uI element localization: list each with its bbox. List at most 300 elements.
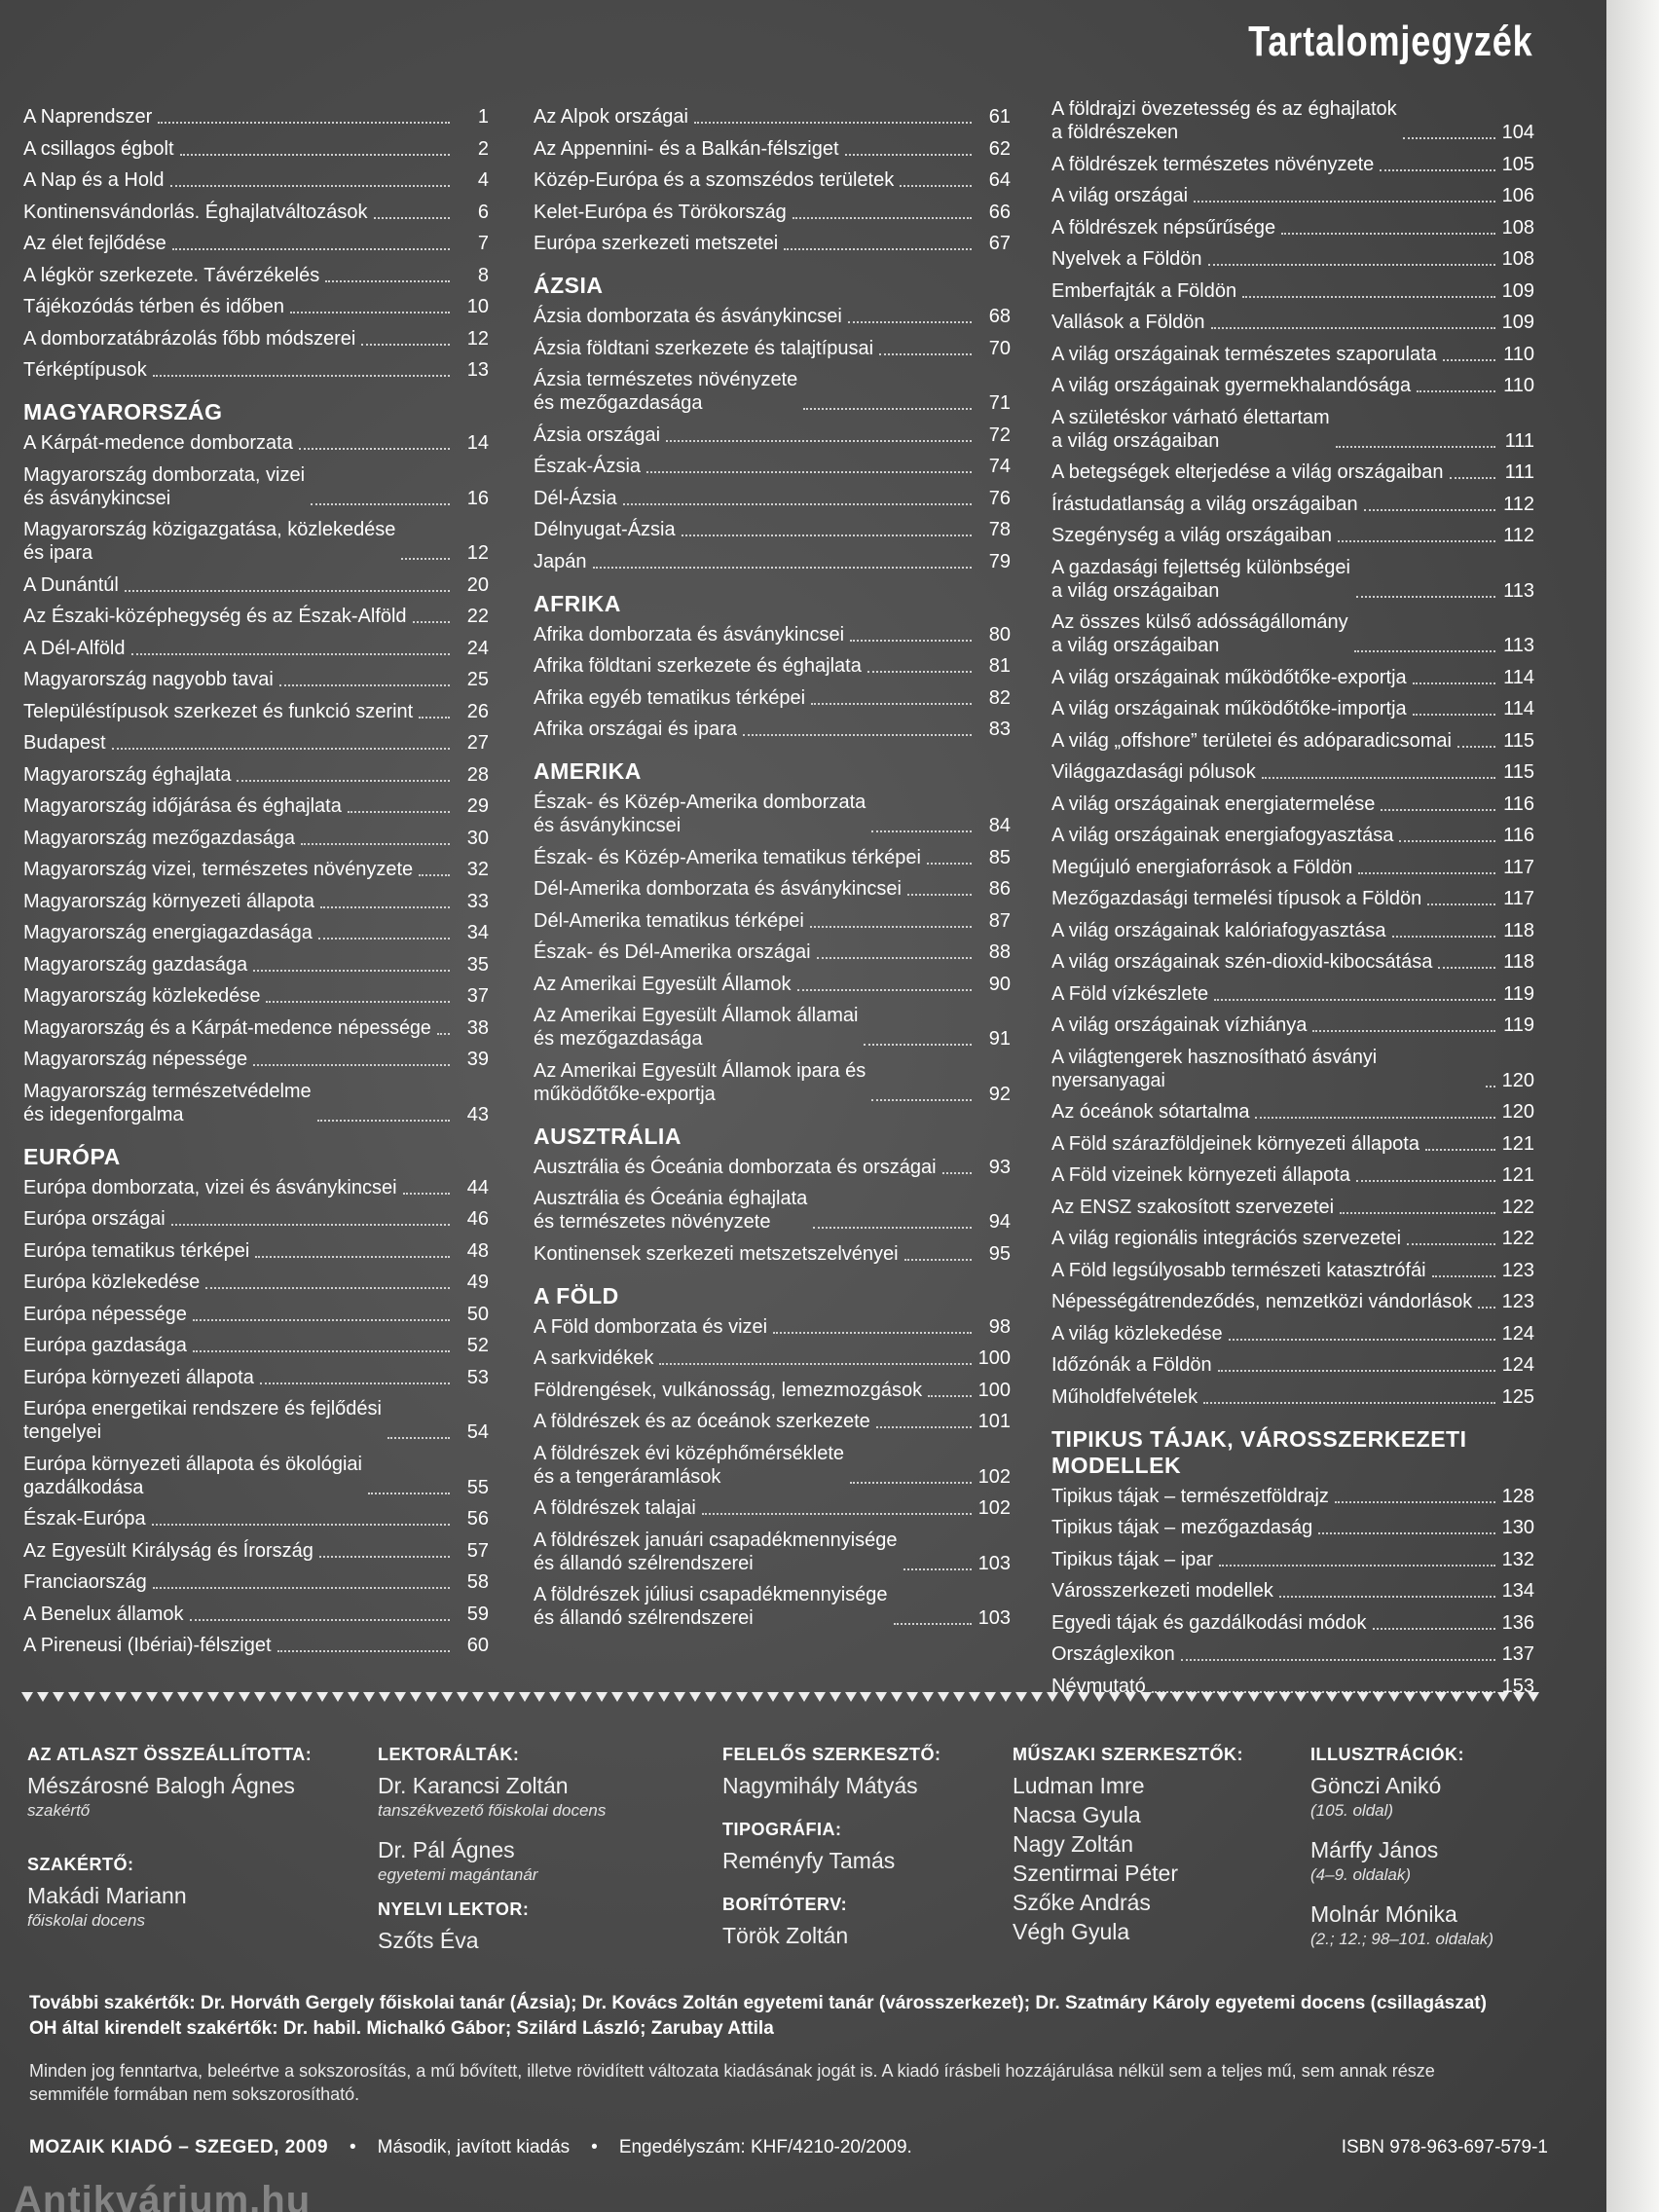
toc-page-number: 68 bbox=[988, 306, 1011, 327]
divider-triangle bbox=[674, 1692, 685, 1702]
toc-entry bbox=[1051, 919, 1534, 942]
toc-entry-title: Európa környezeti állapota és ökológiai gazdálkodása bbox=[23, 1453, 362, 1498]
toc-entry-title: Magyarország környezeti állapota bbox=[23, 890, 315, 912]
oh-experts-line: OH által kirendelt szakértők: Dr. habil. Michalkó Gábor; Szilárd László; Zarubay Attila bbox=[29, 2018, 774, 2039]
dot-leader bbox=[1262, 777, 1495, 779]
toc-entry-title: Magyarország közlekedése bbox=[23, 985, 261, 1007]
toc-entry-title: A földrészek júliusi csapadékmennyisége és állandó szélrendszerei bbox=[534, 1584, 888, 1629]
dot-leader bbox=[1318, 1532, 1495, 1534]
toc-entry bbox=[534, 686, 1011, 710]
section-heading: AFRIKA bbox=[534, 590, 621, 616]
dot-leader bbox=[1181, 1659, 1495, 1661]
toc-entry bbox=[1051, 279, 1534, 303]
toc-page-number: 101 bbox=[977, 1411, 1011, 1432]
toc-entry-title: Az összes külső adósságállomány a világ országaiban bbox=[1051, 611, 1348, 656]
toc-entry bbox=[1051, 1322, 1534, 1346]
toc-page-number: 103 bbox=[977, 1607, 1011, 1629]
toc-entry-title: A Nap és a Hold bbox=[23, 169, 165, 191]
toc-entry-title: Emberfajták a Földön bbox=[1051, 279, 1237, 302]
divider-triangle bbox=[1062, 1692, 1074, 1702]
toc-entry bbox=[534, 940, 1011, 964]
toc-page-number: 27 bbox=[466, 732, 489, 754]
toc-page-number: 94 bbox=[988, 1211, 1011, 1233]
divider-triangle bbox=[1310, 1692, 1322, 1702]
toc-entry-title: Az Amerikai Egyesült Államok államai és mezőgazdasága bbox=[534, 1005, 859, 1050]
dot-leader bbox=[237, 780, 450, 782]
toc-entry-title: A Benelux államok bbox=[23, 1603, 184, 1625]
toc-page-number: 52 bbox=[466, 1335, 489, 1356]
dot-leader bbox=[320, 906, 450, 908]
toc-entry bbox=[1051, 343, 1534, 366]
section-heading: A FÖLD bbox=[534, 1282, 619, 1309]
dot-leader bbox=[319, 1556, 450, 1558]
dot-leader bbox=[871, 1099, 972, 1101]
dot-leader bbox=[1279, 1596, 1495, 1598]
toc-entry-title: A Kárpát-medence domborzata bbox=[23, 432, 293, 454]
toc-entry bbox=[23, 137, 489, 161]
dot-leader bbox=[793, 217, 972, 219]
toc-entry bbox=[1051, 824, 1534, 847]
dot-leader bbox=[158, 122, 450, 124]
toc-entry bbox=[23, 1080, 489, 1126]
toc-entry-title: Magyarország közigazgatása, közlekedése és ipara bbox=[23, 519, 396, 564]
dot-leader bbox=[1229, 1339, 1495, 1341]
toc-entry-title: Településtípusok szerkezet és funkció szerint bbox=[23, 700, 414, 722]
divider-triangle bbox=[689, 1692, 701, 1702]
divider-triangle bbox=[1497, 1692, 1509, 1702]
credit-heading: AZ ATLASZT ÖSSZEÁLLÍTOTTA: bbox=[27, 1745, 313, 1764]
toc-page-number: 70 bbox=[988, 337, 1011, 359]
divider-triangle bbox=[1373, 1692, 1384, 1702]
toc-entry-title: Európa tematikus térképei bbox=[23, 1239, 250, 1262]
toc-entry-title: A világ országainak gyermekhalandósága bbox=[1051, 375, 1412, 396]
divider-triangle bbox=[441, 1692, 453, 1702]
divider-triangle bbox=[162, 1692, 173, 1702]
toc-entry-title: A csillagos égbolt bbox=[23, 137, 174, 160]
section-heading: TIPIKUS TÁJAK, VÁROSSZERKEZETI MODELLEK bbox=[1051, 1425, 1467, 1478]
divider-triangle bbox=[1264, 1692, 1275, 1702]
toc-entry bbox=[23, 605, 489, 628]
toc-entry-title: A Föld legsúlyosabb természeti katasztrófái bbox=[1051, 1259, 1426, 1281]
toc-page-number: 82 bbox=[988, 686, 1011, 709]
toc-entry bbox=[1051, 793, 1534, 816]
divider-triangle bbox=[1513, 1692, 1525, 1702]
dot-leader bbox=[928, 1395, 972, 1397]
toc-page-number: 50 bbox=[466, 1303, 489, 1325]
dot-leader bbox=[845, 154, 972, 156]
toc-entry-title: Magyarország mezőgazdasága bbox=[23, 827, 296, 849]
toc-page-number: 25 bbox=[466, 669, 489, 690]
toc-page-number: 7 bbox=[477, 233, 489, 254]
toc-page-number: 85 bbox=[988, 846, 1011, 868]
toc-entry-title: Vallások a Földön bbox=[1051, 312, 1205, 333]
toc-entry bbox=[1051, 887, 1534, 910]
toc-entry-title: Európa országai bbox=[23, 1208, 166, 1230]
toc-entry bbox=[534, 1059, 1011, 1106]
divider-triangle bbox=[534, 1692, 545, 1702]
dot-leader bbox=[277, 1650, 450, 1652]
dot-leader bbox=[1413, 682, 1495, 684]
toc-entry-title: Névmutató bbox=[1051, 1675, 1146, 1697]
toc-entry-title: Írástudatlanság a világ országaiban bbox=[1051, 493, 1358, 515]
divider-triangle bbox=[457, 1692, 468, 1702]
toc-page-number: 12 bbox=[466, 327, 489, 350]
toc-entry-title: Népességátrendeződés, nemzetközi vándorlások bbox=[1051, 1291, 1473, 1312]
divider-triangle bbox=[519, 1692, 531, 1702]
toc-page-number: 112 bbox=[1503, 493, 1534, 515]
credit-name: Márffy János bbox=[1310, 1837, 1439, 1862]
divider-triangle bbox=[767, 1692, 779, 1702]
toc-entry-title: A világ országainak energiafogyasztása bbox=[1051, 825, 1394, 846]
dot-leader bbox=[1417, 390, 1495, 392]
dot-leader bbox=[848, 321, 972, 323]
toc-entry-title: Európa gazdasága bbox=[23, 1335, 187, 1356]
toc-entry-title: Budapest bbox=[23, 732, 106, 754]
dot-leader bbox=[927, 863, 972, 865]
toc-entry bbox=[1051, 1611, 1534, 1635]
dot-leader bbox=[1356, 596, 1495, 598]
toc-page-number: 93 bbox=[988, 1156, 1011, 1178]
toc-page-number: 10 bbox=[466, 296, 489, 317]
toc-page-number: 61 bbox=[988, 106, 1011, 128]
toc-entry-title: A Pireneusi (Ibériai)-félsziget bbox=[23, 1635, 272, 1656]
divider-triangle bbox=[875, 1692, 887, 1702]
toc-page-number: 108 bbox=[1501, 216, 1534, 239]
toc-entry-title: Tipikus tájak – mezőgazdaság bbox=[1051, 1517, 1313, 1538]
toc-entry bbox=[534, 424, 1011, 447]
section-heading: MAGYARORSZÁG bbox=[23, 399, 223, 424]
toc-entry-title: Magyarország energiagazdasága bbox=[23, 922, 313, 943]
toc-page-number: 76 bbox=[988, 487, 1011, 509]
toc-entry bbox=[23, 731, 489, 755]
toc-page-number: 106 bbox=[1501, 185, 1534, 206]
toc-entry bbox=[23, 637, 489, 660]
toc-page-number: 98 bbox=[988, 1315, 1011, 1338]
dot-leader bbox=[907, 894, 972, 896]
toc-entry bbox=[23, 201, 489, 224]
dot-leader bbox=[260, 1382, 450, 1384]
toc-page-number: 71 bbox=[988, 392, 1011, 414]
toc-entry-title: Mezőgazdasági termelési típusok a Földön bbox=[1051, 888, 1422, 909]
toc-entry bbox=[534, 791, 1011, 837]
toc-entry-title: Európa népessége bbox=[23, 1303, 187, 1325]
toc-page-number: 81 bbox=[988, 655, 1011, 677]
divider-triangle bbox=[285, 1692, 297, 1702]
toc-page-number: 118 bbox=[1503, 919, 1534, 941]
toc-entry-title: A világtengerek hasznosítható ásványi nyersanyagai bbox=[1051, 1046, 1378, 1091]
divider-triangle bbox=[1156, 1692, 1167, 1702]
toc-entry-title: Közép-Európa és a szomszédos területek bbox=[534, 169, 895, 191]
divider-triangle bbox=[984, 1692, 996, 1702]
toc-page-number: 115 bbox=[1503, 729, 1534, 752]
toc-entry bbox=[23, 358, 489, 382]
dot-leader bbox=[348, 811, 450, 813]
toc-page-number: 35 bbox=[466, 953, 489, 976]
toc-page-number: 132 bbox=[1501, 1548, 1534, 1570]
credit-heading: FELELŐS SZERKESZTŐ: bbox=[722, 1745, 941, 1764]
toc-page-number: 134 bbox=[1501, 1580, 1534, 1602]
credit-name: Dr. Pál Ágnes bbox=[378, 1837, 515, 1862]
dot-leader bbox=[368, 1493, 450, 1494]
toc-entry bbox=[23, 794, 489, 818]
toc-entry-title: Ázsia országai bbox=[534, 424, 661, 446]
toc-page-number: 78 bbox=[988, 519, 1011, 540]
toc-page-number: 123 bbox=[1501, 1291, 1534, 1312]
toc-entry bbox=[23, 1048, 489, 1071]
toc-entry-title: Egyedi tájak és gazdálkodási módok bbox=[1051, 1611, 1367, 1634]
toc-entry-title: Világgazdasági pólusok bbox=[1051, 761, 1256, 783]
divider-triangle bbox=[394, 1692, 406, 1702]
toc-entry-title: A Dél-Alföld bbox=[23, 637, 126, 659]
toc-entry bbox=[534, 337, 1011, 360]
dot-leader bbox=[419, 717, 450, 719]
toc-page-number: 4 bbox=[477, 169, 489, 191]
toc-entry-title: Magyarország éghajlata bbox=[23, 763, 232, 786]
toc-page-number: 86 bbox=[988, 878, 1011, 900]
dot-leader bbox=[325, 280, 450, 282]
divider-triangle bbox=[348, 1692, 359, 1702]
dot-leader bbox=[1194, 201, 1495, 203]
toc-entry bbox=[534, 105, 1011, 129]
toc-entry bbox=[534, 487, 1011, 510]
toc-entry bbox=[1051, 610, 1534, 657]
credit-heading: ILLUSZTRÁCIÓK: bbox=[1310, 1745, 1464, 1764]
toc-page-number: 153 bbox=[1501, 1675, 1534, 1697]
toc-entry-title: A földrészek népsűrűsége bbox=[1051, 216, 1276, 239]
toc-entry-title: Magyarország népessége bbox=[23, 1049, 248, 1070]
dot-leader bbox=[1425, 1149, 1495, 1151]
toc-entry-title: Észak- és Közép-Amerika domborzata és ásványkincsei bbox=[534, 792, 866, 836]
toc-entry bbox=[23, 105, 489, 129]
toc-page-number: 34 bbox=[466, 922, 489, 943]
toc-entry bbox=[1051, 374, 1534, 397]
toc-entry-title: A földrészek természetes növényzete bbox=[1051, 153, 1375, 175]
toc-entry bbox=[534, 623, 1011, 646]
dot-leader bbox=[171, 1224, 450, 1226]
toc-entry-title: Afrika országai és ipara bbox=[534, 719, 737, 740]
dot-leader bbox=[152, 1524, 450, 1526]
dot-leader bbox=[419, 874, 450, 876]
toc-entry-title: Afrika földtani szerkezete és éghajlata bbox=[534, 655, 862, 677]
dot-leader bbox=[299, 448, 450, 450]
dot-leader bbox=[1211, 327, 1496, 329]
toc-page-number: 84 bbox=[988, 815, 1011, 836]
toc-page-number: 32 bbox=[466, 859, 489, 880]
dot-leader bbox=[1450, 477, 1496, 479]
toc-entry-title: Európa energetikai rendszere és fejlődési tengelyei bbox=[23, 1398, 382, 1443]
dot-leader bbox=[803, 408, 972, 410]
dot-leader bbox=[1392, 936, 1495, 938]
toc-entry bbox=[1051, 1548, 1534, 1571]
divider-triangle bbox=[1388, 1692, 1400, 1702]
toc-entry bbox=[534, 368, 1011, 415]
toc-entry-title: Az óceánok sótartalma bbox=[1051, 1101, 1250, 1123]
toc-entry bbox=[534, 232, 1011, 255]
toc-entry-title: Észak-Ázsia bbox=[534, 456, 642, 477]
credit-role: (2.; 12.; 98–101. oldalak) bbox=[1310, 1930, 1494, 1948]
divider-triangle bbox=[938, 1692, 949, 1702]
dot-leader bbox=[1242, 296, 1495, 298]
divider-triangle bbox=[425, 1692, 437, 1702]
dot-leader bbox=[1380, 169, 1495, 171]
dot-leader bbox=[172, 248, 450, 250]
toc-page-number: 66 bbox=[988, 201, 1011, 223]
toc-entry bbox=[1051, 216, 1534, 240]
dot-leader bbox=[850, 1482, 972, 1484]
dot-leader bbox=[1281, 233, 1495, 235]
toc-page-number: 53 bbox=[466, 1366, 489, 1388]
credit-heading: SZAKÉRTŐ: bbox=[27, 1855, 134, 1874]
dot-leader bbox=[413, 621, 450, 623]
toc-entry bbox=[23, 1303, 489, 1326]
toc-entry bbox=[1051, 247, 1534, 271]
toc-entry bbox=[1051, 856, 1534, 879]
credits-compiled bbox=[27, 1745, 349, 1945]
dot-leader bbox=[1203, 1402, 1495, 1404]
toc-entry bbox=[534, 909, 1011, 933]
toc-page-number: 95 bbox=[988, 1242, 1011, 1265]
divider-triangle bbox=[705, 1692, 717, 1702]
dot-leader bbox=[659, 1363, 972, 1365]
dot-leader bbox=[1438, 967, 1495, 969]
divider-triangle bbox=[192, 1692, 203, 1702]
toc-page-number: 100 bbox=[977, 1347, 1011, 1369]
divider-triangle bbox=[115, 1692, 127, 1702]
toc-page-number: 80 bbox=[988, 623, 1011, 645]
toc-entry bbox=[534, 654, 1011, 678]
toc-entry-title: Az Egyesült Királyság és Írország bbox=[23, 1539, 313, 1562]
dot-leader bbox=[437, 1033, 450, 1035]
isbn: ISBN 978-963-697-579-1 bbox=[1341, 2137, 1548, 2157]
toc-entry bbox=[23, 1453, 489, 1499]
dot-leader bbox=[1218, 1370, 1495, 1372]
toc-page-number: 16 bbox=[466, 487, 489, 509]
divider-triangle bbox=[53, 1692, 64, 1702]
toc-entry bbox=[534, 1410, 1011, 1433]
divider-triangle bbox=[1233, 1692, 1244, 1702]
toc-entry-title: A világ országainak kalóriafogyasztása bbox=[1051, 919, 1386, 941]
divider-triangle bbox=[503, 1692, 515, 1702]
dot-leader bbox=[374, 217, 450, 219]
toc-page-number: 64 bbox=[988, 169, 1011, 191]
toc-entry-title: Kontinensek szerkezeti metszetszelvényei bbox=[534, 1242, 899, 1265]
credit-name: Szentirmai Péter bbox=[1013, 1861, 1179, 1886]
dot-leader bbox=[811, 703, 972, 705]
dot-leader bbox=[702, 1513, 972, 1515]
divider-triangle bbox=[720, 1692, 732, 1702]
toc-entry-title: A Föld vízkészlete bbox=[1051, 982, 1209, 1005]
credit-name: Dr. Karancsi Zoltán bbox=[378, 1773, 569, 1798]
toc-page-number: 2 bbox=[477, 137, 489, 160]
dot-leader bbox=[1214, 999, 1495, 1001]
credits-reviewers bbox=[378, 1745, 709, 1955]
dot-leader bbox=[255, 1256, 450, 1258]
toc-page-number: 88 bbox=[988, 941, 1011, 963]
toc-page-number: 46 bbox=[466, 1208, 489, 1230]
toc-entry bbox=[23, 700, 489, 723]
toc-entry-title: Nyelvek a Földön bbox=[1051, 248, 1202, 270]
divider-triangle bbox=[798, 1692, 810, 1702]
credits-technical bbox=[1013, 1745, 1285, 1946]
divider-triangle bbox=[1279, 1692, 1291, 1702]
toc-entry bbox=[23, 890, 489, 913]
toc-page-number: 12 bbox=[466, 542, 489, 564]
toc-page-number: 112 bbox=[1503, 525, 1534, 546]
toc-page-number: 122 bbox=[1501, 1196, 1534, 1218]
dot-leader bbox=[193, 1350, 450, 1352]
edition: Második, javított kiadás bbox=[377, 2137, 571, 2157]
toc-entry-title: Tipikus tájak – ipar bbox=[1051, 1548, 1213, 1570]
toc-entry bbox=[23, 1397, 489, 1444]
dot-leader bbox=[205, 1287, 450, 1289]
divider-triangle bbox=[1466, 1692, 1478, 1702]
divider-triangle bbox=[1031, 1692, 1043, 1702]
toc-page-number: 87 bbox=[988, 909, 1011, 932]
toc-entry bbox=[534, 846, 1011, 869]
dot-leader bbox=[318, 938, 450, 940]
credit-name: Makádi Mariann bbox=[27, 1883, 187, 1908]
divider-triangle bbox=[580, 1692, 592, 1702]
divider-triangle bbox=[1326, 1692, 1338, 1702]
credit-name: Nagy Zoltán bbox=[1013, 1831, 1134, 1857]
dot-leader bbox=[900, 185, 972, 187]
toc-entry bbox=[534, 168, 1011, 192]
toc-page-number: 117 bbox=[1503, 856, 1534, 878]
toc-entry bbox=[1051, 950, 1534, 974]
toc-entry-title: Magyarország nagyobb tavai bbox=[23, 669, 274, 690]
divider-triangle bbox=[830, 1692, 841, 1702]
divider-triangle bbox=[1217, 1692, 1229, 1702]
toc-entry-title: Afrika egyéb tematikus térképei bbox=[534, 686, 806, 709]
divider-triangle bbox=[177, 1692, 189, 1702]
permit-number: Engedélyszám: KHF/4210-20/2009. bbox=[618, 2137, 912, 2157]
toc-entry bbox=[23, 1634, 489, 1657]
dot-leader bbox=[1443, 359, 1495, 361]
dot-leader bbox=[1208, 264, 1495, 266]
toc-entry bbox=[1051, 1290, 1534, 1313]
toc-entry bbox=[1051, 1579, 1534, 1603]
divider-triangle bbox=[1404, 1692, 1416, 1702]
toc-entry-title: A gazdasági fejlettség különbségei a világ országaiban bbox=[1051, 556, 1350, 602]
toc-page-number: 103 bbox=[977, 1552, 1011, 1574]
divider-triangle bbox=[643, 1692, 654, 1702]
dot-leader bbox=[817, 957, 972, 959]
toc-entry-title: Városszerkezeti modellek bbox=[1051, 1580, 1273, 1602]
toc-page-number: 115 bbox=[1503, 761, 1534, 783]
toc-page-number: 113 bbox=[1503, 579, 1534, 602]
dot-leader bbox=[153, 1587, 450, 1589]
dot-leader bbox=[1312, 1030, 1495, 1032]
divider-triangle bbox=[611, 1692, 623, 1702]
divider-triangle bbox=[1435, 1692, 1447, 1702]
toc-page-number: 59 bbox=[466, 1603, 489, 1625]
toc-entry-title: Az Amerikai Egyesült Államok bbox=[534, 973, 792, 995]
dot-leader bbox=[1338, 540, 1495, 542]
dot-leader bbox=[311, 503, 450, 505]
divider-triangle bbox=[565, 1692, 576, 1702]
toc-entry bbox=[1051, 1046, 1534, 1092]
toc-entry bbox=[534, 518, 1011, 541]
divider-triangle bbox=[270, 1692, 281, 1702]
publisher: MOZAIK KIADÓ – SZEGED, 2009 bbox=[29, 2137, 329, 2157]
section-heading: ÁZSIA bbox=[534, 273, 604, 298]
toc-entry bbox=[1051, 97, 1534, 144]
toc-entry bbox=[23, 1271, 489, 1294]
toc-page-number: 137 bbox=[1501, 1643, 1534, 1665]
toc-page-number: 114 bbox=[1503, 698, 1534, 719]
divider-triangle bbox=[783, 1692, 794, 1702]
toc-entry bbox=[534, 455, 1011, 478]
